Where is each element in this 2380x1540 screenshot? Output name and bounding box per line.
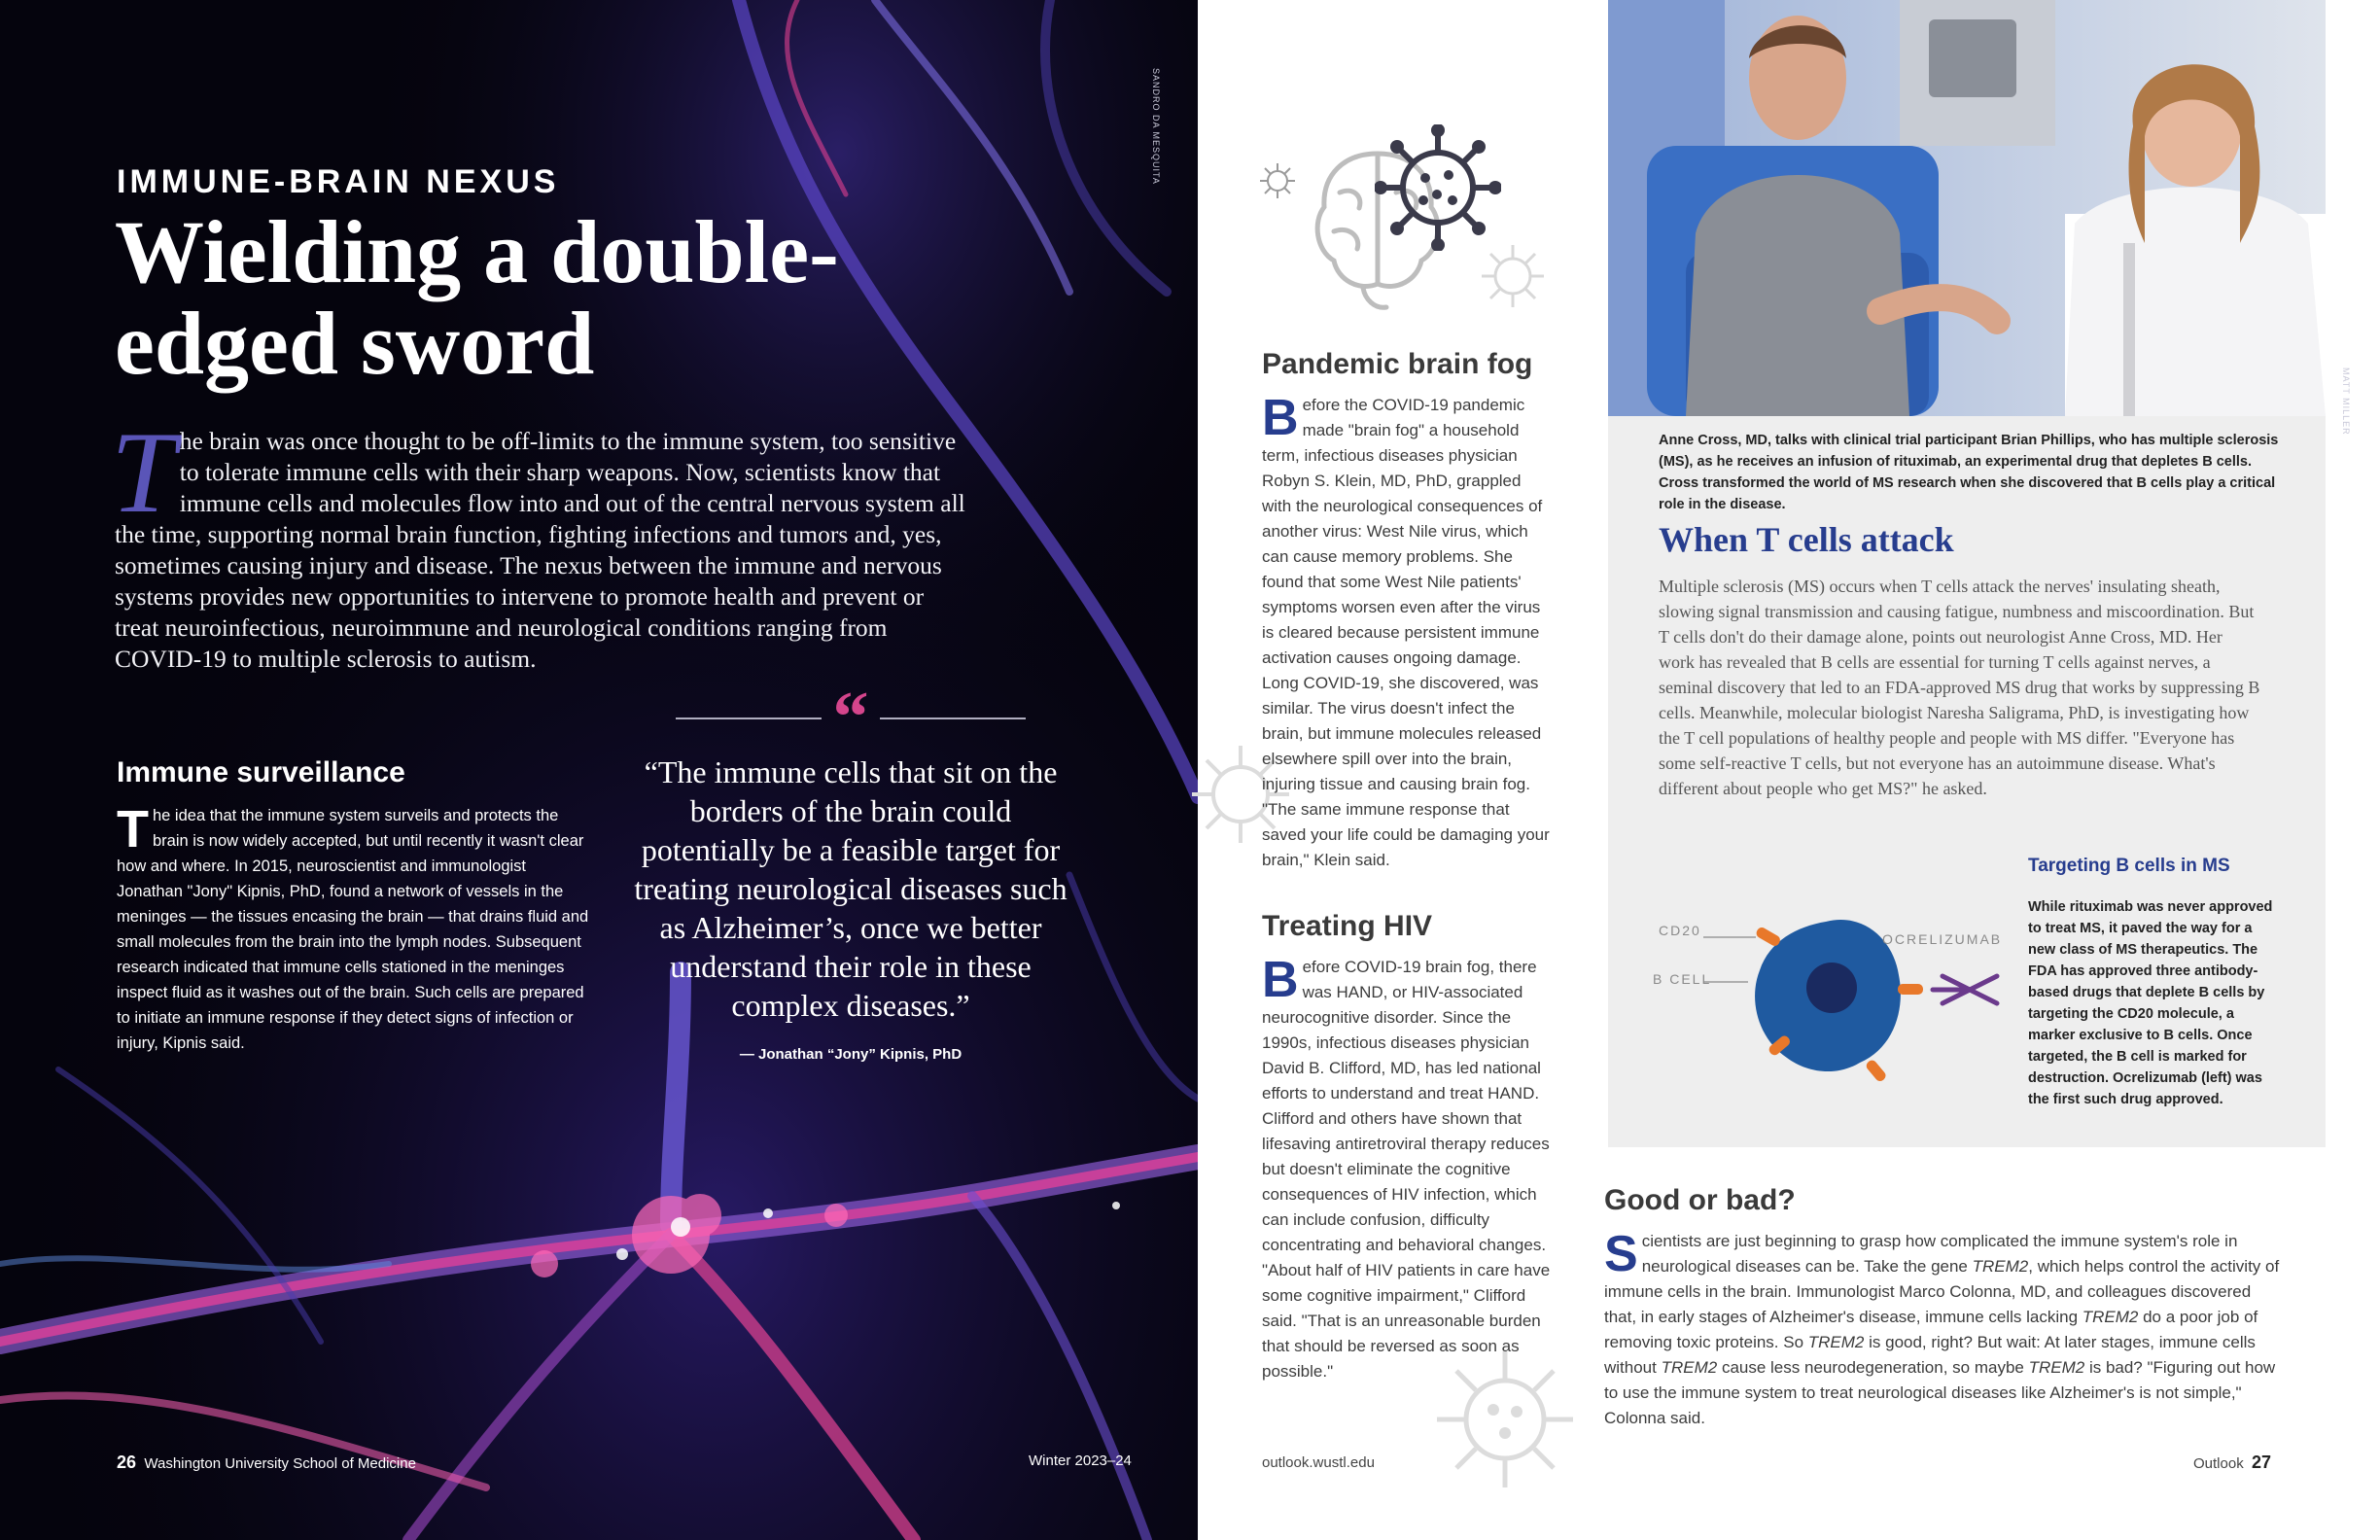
quote-mark-icon: “ <box>832 678 869 757</box>
gene-name: TREM2 <box>2082 1308 2139 1326</box>
sidebar-box <box>1608 416 2326 1147</box>
coronavirus-icon <box>1375 124 1501 251</box>
cd20-label: CD20 <box>1659 923 1701 938</box>
right-page <box>1198 0 2380 1540</box>
pull-quote-attribution: — Jonathan “Jony” Kipnis, PhD <box>739 1046 962 1063</box>
website-url[interactable]: outlook.wustl.edu <box>1262 1454 1375 1471</box>
antibody-icon <box>1933 976 1997 1003</box>
brain-fog-body <box>1262 390 1554 873</box>
diagram-heading: Targeting B cells in MS <box>2028 856 2230 876</box>
folio-left <box>117 1452 416 1473</box>
dropcap: B <box>1262 952 1299 1008</box>
sidebar-body: Multiple sclerosis (MS) occurs when T cells attack the nerves' insulating sheath, slowing signal transmission and causing fatigue, numbness and miscoordination. But T cells don't do their damage alone, points out neurologist Anne Cross, MD. Her work has revealed that B cells are essential for turning T cells against nerves, a seminal discovery that led to an FDA-approved MS drug that works by suppressing B cells. Meanwhile, molecular biologist Naresha Saligrama, PhD, is investigating how the T cell populations of healthy people and people with MS differ. "Everyone has some self-reactive T cells, but not everyone has an autoimmune disease. What's different about people who get MS?" he asked. <box>1659 577 2260 798</box>
photo-caption: Anne Cross, MD, talks with clinical trial participant Brian Phillips, who has multiple sclerosis (MS), as he receives an infusion of rituximab, an experimental drug that depletes B cells. Cross transformed the world of MS research when she discovered that B cells play a critical role in the disease. <box>1659 433 2279 512</box>
gene-name: TREM2 <box>2028 1358 2085 1377</box>
pull-quote-text: “The immune cells that sit on the borders of the brain could potentially be a feasible target for treating neurological diseases such as Alzheimer’s, once we better understand their role in these complex diseases.” <box>634 754 1068 1023</box>
quote-rule <box>632 678 1069 757</box>
sidebar-heading: When T cells attack <box>1659 520 1954 559</box>
intro-paragraph <box>111 407 972 675</box>
gene-name: TREM2 <box>1807 1333 1865 1351</box>
section-heading-surveillance: Immune surveillance <box>117 756 405 788</box>
clinical-trial-photo <box>1608 0 2326 416</box>
article-headline: Wielding a double-edged sword <box>115 202 839 393</box>
pull-quote <box>632 678 1069 1063</box>
dropcap: B <box>1262 390 1299 446</box>
hiv-text: efore COVID-19 brain fog, there was HAND, or HIV-associated neurocognitive disorder. Since the 1990s, infectious diseases physician David B. Clifford, MD, has led national efforts to understand and treat HAND. Clifford and others have shown that lifesaving antiretroviral therapy reduces but doesn't eliminate the cognitive consequences of HIV infection, which can include confusion, difficulty concentrating and behavioral changes. "About half of HIV patients in care have some cognitive impairment," Clifford said. "That is an unreasonable burden that should be reversed as soon as possible." <box>1262 958 1551 1381</box>
diagram-body: While rituximab was never approved to treat MS, it paved the way for a new class of MS therapeutics. The FDA has approved three antibody-based drugs that deplete B cells by targeting the CD20 molecule, a marker exclusive to B cells. Once targeted, the B cell is marked for destruction. Ocrelizumab (left) was the first such drug approved. <box>2028 899 2273 1107</box>
surveillance-text: he idea that the immune system surveils and protects the brain is now widely accepted, but until recently it wasn't clear how and where. In 2015, neuroscientist and immunologist Jonathan "Jony" Kipnis, PhD, found a network of vessels in the meninges — the tissues encasing the brain — that drains fluid and small molecules from the brain into the lymph nodes. Subsequent research indicated that immune cells stationed in the meninges inspect fluid as it washes out of the brain. Such cells are prepared to initiate an immune response if they detect signs of infection or injury, Kipnis said. <box>117 807 589 1052</box>
page-number: 27 <box>2252 1452 2272 1472</box>
issue-season: Winter 2023–24 <box>1029 1452 1132 1469</box>
virus-icon <box>1478 241 1548 311</box>
publication-name: Outlook <box>2193 1455 2244 1472</box>
virus-icon <box>1258 161 1297 200</box>
section-heading-brain-fog: Pandemic brain fog <box>1262 348 1533 380</box>
ocrelizumab-label: OCRELIZUMAB <box>1882 931 2003 947</box>
section-kicker: IMMUNE-BRAIN NEXUS <box>117 163 560 200</box>
dropcap: T <box>111 407 176 537</box>
page-number: 26 <box>117 1452 137 1472</box>
intro-text: he brain was once thought to be off-limits to the immune system, too sensitive to tolerate immune cells with their sharp weapons. Now, scientists know that immune cells and molecules flow into and out of the central nervous system all the time, supporting normal brain function, fighting infections and tumors and, yes, sometimes causing injury and disease. The nexus between the immune and nervous systems provides new opportunities to intervene to promote health and prevent or treat neuroinfectious, neuroimmune and neurological conditions ranging from COVID-19 to multiple sclerosis to autism. <box>115 427 965 673</box>
dropcap: T <box>117 800 149 858</box>
photo-credit: MATT MILLER <box>2341 368 2351 436</box>
section-heading-good-or-bad: Good or bad? <box>1604 1184 1796 1216</box>
gene-name: TREM2 <box>1661 1358 1718 1377</box>
b-cell-diagram <box>1651 883 2020 1116</box>
brain-fog-text: efore the COVID-19 pandemic made "brain fog" a household term, infectious diseases physician Robyn S. Klein, MD, PhD, grappled with the neurological consequences of another virus: West Nile virus, which can cause memory problems. She found that some West Nile patients' symptoms worsen even after the virus is cleared because persistent immune activation causes ongoing damage. Long COVID-19, she discovered, was similar. The virus doesn't infect the brain, but immune molecules released elsewhere spill over into the brain, injuring tissue and causing brain fog. "The same immune response that saved your life could be damaging your brain," Klein said. <box>1262 396 1550 869</box>
folio-right <box>2193 1452 2271 1473</box>
gene-name: TREM2 <box>1972 1257 2029 1276</box>
dropcap: S <box>1604 1226 1638 1282</box>
publication-name: Washington University School of Medicine <box>144 1455 416 1472</box>
good-bad-body: Scientists are just beginning to grasp how complicated the immune system's role in neurological diseases can be. Take the gene TREM2, which helps control the activity of immune cells in the brain. Immunologist Marco Colonna, MD, and colleagues discovered that, in early stages of Alzheimer's disease, immune cells lacking TREM2 do a poor job of removing toxic proteins. So TREM2 is good, right? But wait: At later stages, immune cells without TREM2 cause less neurodegeneration, so maybe TREM2 is bad? "Figuring out how to use the immune system to treat neurological diseases like Alzheimer's is not simple," Colonna said. <box>1604 1226 2280 1427</box>
hiv-body <box>1262 952 1554 1384</box>
section-heading-hiv: Treating HIV <box>1262 910 1433 942</box>
photo-credit: SANDRO DA MESQUITA <box>1151 68 1161 185</box>
bcell-label: B CELL <box>1653 971 1712 987</box>
surveillance-body <box>117 800 593 1056</box>
